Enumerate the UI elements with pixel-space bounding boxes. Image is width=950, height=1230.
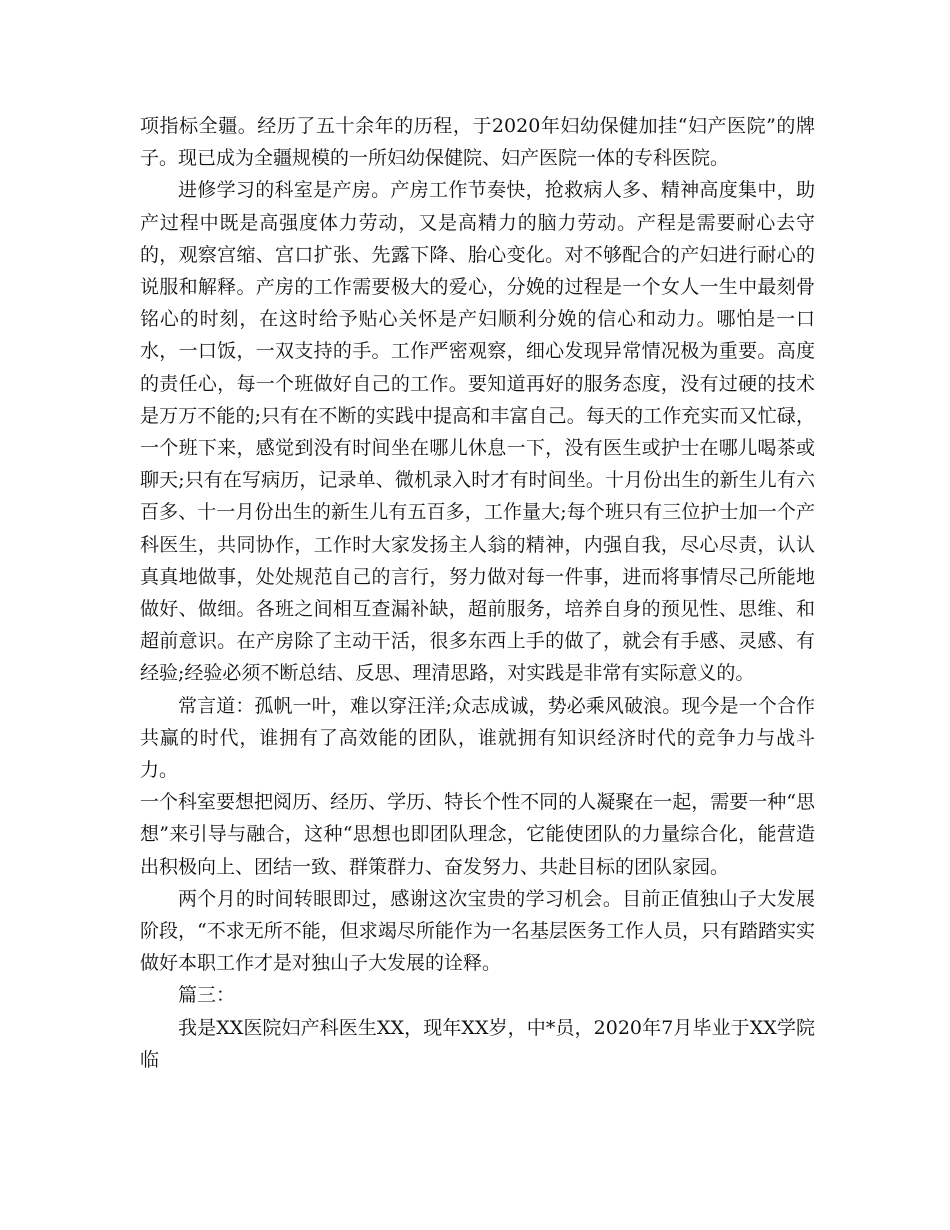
paragraph-introduction: 我是XX医院妇产科医生XX，现年XX岁，中*员，2020年7月毕业于XX学院临 [140,1016,815,1071]
paragraph-closing: 两个月的时间转眼即过，感谢这次宝贵的学习机会。目前正值独山子大发展阶段，“不求无所不能，但求竭尽所能作为一名基层医务工作人员，只有踏踏实实做好本职工作才是对独山子大发展的诠释。 [140,887,815,975]
section-heading: 篇三： [178,984,236,1007]
paragraph-hospital-history: 项指标全疆。经历了五十余年的历程，于2020年妇幼保健加挂“妇产医院”的牌子。现已成为全疆规模的一所妇幼保健院、妇产医院一体的专科医院。 [140,115,815,170]
paragraph-team-philosophy: 一个科室要想把阅历、经历、学历、特长个性不同的人凝聚在一起，需要一种“思想”来引导与融合，这种“思想也即团队理念，它能使团队的力量综合化，能营造出积极向上、团结一致、群策群力、奋发努力、共赴目标的团队家园。 [140,791,815,878]
paragraph-proverb: 常言道：孤帆一叶，难以穿汪洋;众志成诚，势必乘风破浪。现今是一个合作共赢的时代，谁拥有了高效能的团队，谁就拥有知识经济时代的竞争力与战斗力。 [140,694,815,782]
document-page [140,110,815,1076]
paragraph-delivery-room: 进修学习的科室是产房。产房工作节奏快，抢救病人多、精神高度集中，助产过程中既是高强度体力劳动，又是高精力的脑力劳动。产程是需要耐心去守的，观察宫缩、宫口扩张、先露下降、胎心变化。对不够配合的产妇进行耐心的说服和解释。产房的工作需要极大的爱心，分娩的过程是一个女人一生中最刻骨铭心的时刻，在这时给予贴心关怀是产妇顺利分娩的信心和动力。哪怕是一口水，一口饭，一双支持的手。工作严密观察，细心发现异常情况极为重要。高度的责任心，每一个班做好自己的工作。要知道再好的服务态度，没有过硬的技术是万万不能的;只有在不断的实践中提高和丰富自己。每天的工作充实而又忙碌，一个班下来，感觉到没有时间坐在哪儿休息一下，没有医生或护士在哪儿喝茶或聊天;只有在写病历，记录单、微机录入时才有时间坐。十月份出生的新生儿有六百多、十一月份出生的新生儿有五百多，工作量大;每个班只有三位护士加一个产科医生，共同协作，工作时大家发扬主人翁的精神，内强自我，尽心尽责，认认真真地做事，处处规范自己的言行，努力做对每一件事，进而将事情尽己所能地做好、做细。各班之间相互查漏补缺，超前服务，培养自身的预见性、思维、和超前意识。在产房除了主动干活，很多东西上手的做了，就会有手感、灵感、有经验;经验必须不断总结、反思、理清思路，对实践是非常有实际意义的。 [140,179,815,685]
